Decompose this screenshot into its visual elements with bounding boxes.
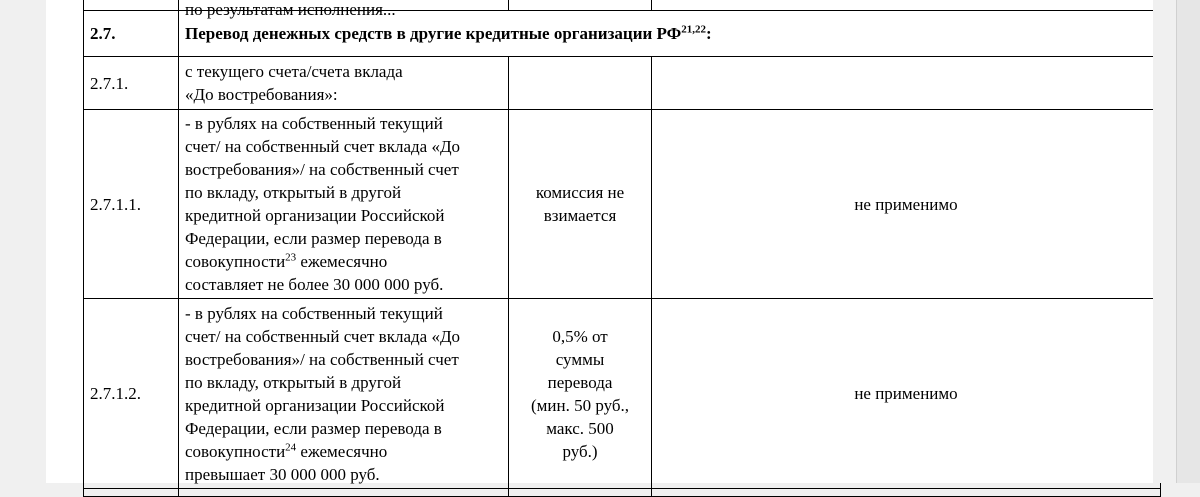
description-line: кредитной организации Российской bbox=[185, 395, 445, 415]
row-description bbox=[179, 299, 509, 489]
description-line: с текущего счета/счета вклада bbox=[185, 62, 403, 81]
table-row-cut-bottom bbox=[84, 489, 1161, 497]
row-fee bbox=[509, 57, 652, 110]
fee-line: комиссия не bbox=[535, 183, 625, 202]
description-line: востребования»/ на собственный счет bbox=[185, 160, 459, 179]
section-number: 2.7. bbox=[84, 11, 179, 57]
description-line bbox=[185, 440, 502, 463]
section-title-text: Перевод денежных средств в другие кредитные организации РФ bbox=[185, 24, 682, 43]
description-line: «До востребования»: bbox=[185, 85, 338, 104]
cell-fee bbox=[509, 0, 652, 11]
description-line: Федерации, если размер перевода в bbox=[185, 418, 442, 438]
cell-description bbox=[179, 0, 509, 19]
description-line bbox=[185, 250, 502, 273]
table-row bbox=[84, 57, 1161, 110]
row-description bbox=[179, 57, 509, 110]
document-page bbox=[46, 0, 1153, 483]
cell-description bbox=[179, 489, 509, 497]
cell-fee bbox=[509, 489, 652, 497]
fee-line: руб.) bbox=[562, 441, 598, 461]
row-applicability bbox=[652, 57, 1161, 110]
row-applicability: не применимо bbox=[652, 299, 1161, 489]
fee-line: взимается bbox=[543, 206, 617, 225]
line-text: совокупности bbox=[185, 441, 286, 461]
vertical-scrollbar[interactable] bbox=[1176, 0, 1200, 483]
description-line: по вкладу, открытый в другой bbox=[185, 372, 402, 392]
description-line: востребования»/ на собственный счет bbox=[185, 349, 459, 369]
description-line: - в рублях на собственный текущий bbox=[185, 114, 443, 133]
row-number: 2.7.1.1. bbox=[84, 110, 179, 299]
description-line: превышает 30 000 000 руб. bbox=[185, 464, 380, 484]
table-row-cut-top bbox=[84, 0, 1161, 11]
fee-line: (мин. 50 руб., bbox=[530, 395, 630, 415]
row-number: 2.7.1. bbox=[84, 57, 179, 110]
fee-line: суммы bbox=[555, 349, 605, 369]
description-line: кредитной организации Российской bbox=[185, 206, 445, 225]
description-line: Федерации, если размер перевода в bbox=[185, 229, 442, 248]
cell-number bbox=[84, 489, 179, 497]
table-row bbox=[84, 299, 1161, 489]
page-gutter bbox=[1153, 0, 1176, 483]
footnote-ref: 21,22 bbox=[681, 23, 706, 36]
footnote-ref: 23 bbox=[285, 251, 297, 264]
row-number: 2.7.1.2. bbox=[84, 299, 179, 489]
cell-number bbox=[84, 0, 179, 11]
cell-applicability bbox=[652, 0, 1161, 11]
line-text: ежемесячно bbox=[296, 252, 388, 271]
tariff-table bbox=[83, 0, 1161, 497]
description-line: по вкладу, открытый в другой bbox=[185, 183, 402, 202]
description-line: - в рублях на собственный текущий bbox=[185, 303, 443, 323]
line-text: ежемесячно bbox=[296, 441, 388, 461]
fee-line: 0,5% от bbox=[552, 326, 608, 346]
description-line: счет/ на собственный счет вклада «До bbox=[185, 137, 461, 156]
line-text: совокупности bbox=[185, 252, 286, 271]
section-title-suffix: : bbox=[706, 24, 712, 43]
footnote-ref: 24 bbox=[285, 440, 297, 453]
row-fee bbox=[509, 299, 652, 489]
cut-off-text: по результатам исполнения... bbox=[185, 0, 396, 19]
table-row bbox=[84, 110, 1161, 299]
row-description bbox=[179, 110, 509, 299]
cell-applicability bbox=[652, 489, 1161, 497]
description-line: составляет не более 30 000 000 руб. bbox=[185, 275, 444, 294]
fee-line: макс. 500 bbox=[546, 418, 614, 438]
description-line: счет/ на собственный счет вклада «До bbox=[185, 326, 461, 346]
fee-line: перевода bbox=[547, 372, 613, 392]
row-applicability: не применимо bbox=[652, 110, 1161, 299]
row-fee bbox=[509, 110, 652, 299]
